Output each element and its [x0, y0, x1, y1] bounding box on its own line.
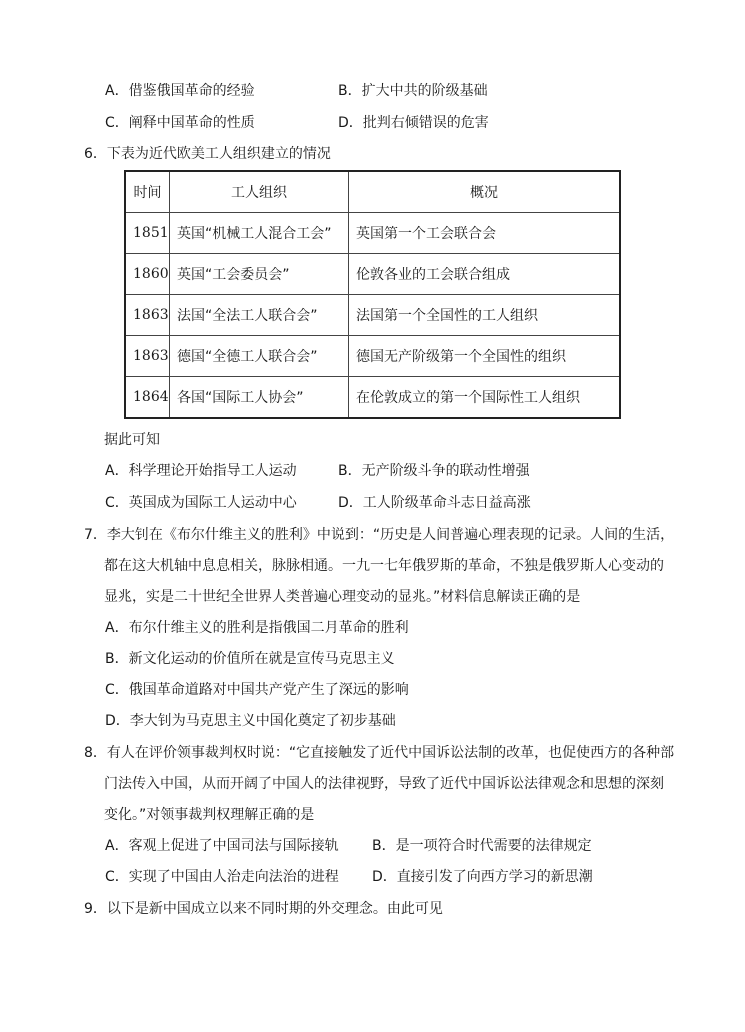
q8-option-c: C．实现了中国由人治走向法治的进程: [105, 869, 339, 885]
q6-option-a: A．科学理论开始指导工人运动: [105, 463, 297, 479]
table-cell-year: 1863: [125, 336, 170, 377]
q7-option-b: B．新文化运动的价值所在就是宣传马克思主义: [105, 651, 395, 667]
q6-option-d: D．工人阶级革命斗志日益高涨: [338, 495, 531, 511]
table-header-cell: 工人组织: [170, 171, 349, 213]
table-cell-org: 德国“全德工人联合会”: [170, 336, 349, 377]
table-cell-year: 1863: [125, 295, 170, 336]
table-cell-org: 英国“工会委员会”: [170, 254, 349, 295]
table-cell-org: 各国“国际工人协会”: [170, 377, 349, 419]
table-cell-desc: 英国第一个工会联合会: [349, 213, 621, 254]
q7-stem-line-3: 显兆，实是二十世纪全世界人类普遍心理变动的显兆。”材料信息解读正确的是: [104, 589, 581, 605]
q7-stem-line-2: 都在这大机轴中息息相关，脉脉相通。一九一七年俄罗斯的革命，不独是俄罗斯人心变动的: [104, 558, 664, 574]
table-row: [125, 336, 620, 377]
q5-option-d: D．批判右倾错误的危害: [338, 115, 489, 131]
table-cell-desc: 在伦敦成立的第一个国际性工人组织: [349, 377, 621, 419]
table-cell-year: 1851: [125, 213, 170, 254]
q6-table: [124, 170, 621, 419]
table-row: [125, 254, 620, 295]
q9-stem: 9．以下是新中国成立以来不同时期的外交理念。由此可见: [84, 901, 443, 917]
q7-option-c: C．俄国革命道路对中国共产党产生了深远的影响: [105, 682, 409, 698]
q6-after-text: 据此可知: [104, 432, 160, 448]
q6-option-b: B．无产阶级斗争的联动性增强: [338, 463, 530, 479]
table-cell-org: 英国“机械工人混合工会”: [170, 213, 349, 254]
q8-stem-line-3: 变化。”对领事裁判权理解正确的是: [104, 807, 315, 823]
table-cell-year: 1860: [125, 254, 170, 295]
table-cell-year: 1864: [125, 377, 170, 419]
table-cell-desc: 伦敦各业的工会联合组成: [349, 254, 621, 295]
q5-option-c: C．阐释中国革命的性质: [105, 115, 255, 131]
q8-stem-line-1: 8．有人在评价领事裁判权时说：“它直接触发了近代中国诉讼法制的改革，也促使西方的各种部: [84, 745, 675, 761]
table-cell-desc: 法国第一个全国性的工人组织: [349, 295, 621, 336]
table-row: [125, 295, 620, 336]
table-header-cell: 时间: [125, 171, 170, 213]
q8-option-a: A．客观上促进了中国司法与国际接轨: [105, 838, 339, 854]
q6-stem: 6．下表为近代欧美工人组织建立的情况: [84, 146, 331, 162]
q7-stem-line-1: 7．李大钊在《布尔什维主义的胜利》中说到：“历史是人间普遍心理表现的记录。人间的生活，: [84, 527, 675, 543]
q8-stem-line-2: 门法传入中国，从而开阔了中国人的法律视野，导致了近代中国诉讼法律观念和思想的深刻: [104, 776, 664, 792]
q5-option-b: B．扩大中共的阶级基础: [338, 83, 488, 99]
q7-option-d: D．李大钊为马克思主义中国化奠定了初步基础: [105, 713, 396, 729]
table-row: [125, 377, 620, 419]
q8-option-b: B．是一项符合时代需要的法律规定: [372, 838, 592, 854]
table-row: [125, 213, 620, 254]
table-header-row: [125, 171, 620, 213]
table-header-cell: 概况: [349, 171, 621, 213]
table-cell-desc: 德国无产阶级第一个全国性的组织: [349, 336, 621, 377]
q8-option-d: D．直接引发了向西方学习的新思潮: [372, 869, 593, 885]
q7-option-a: A．布尔什维主义的胜利是指俄国二月革命的胜利: [105, 620, 409, 636]
q5-option-a: A．借鉴俄国革命的经验: [105, 83, 255, 99]
q6-option-c: C．英国成为国际工人运动中心: [105, 495, 297, 511]
table-cell-org: 法国“全法工人联合会”: [170, 295, 349, 336]
